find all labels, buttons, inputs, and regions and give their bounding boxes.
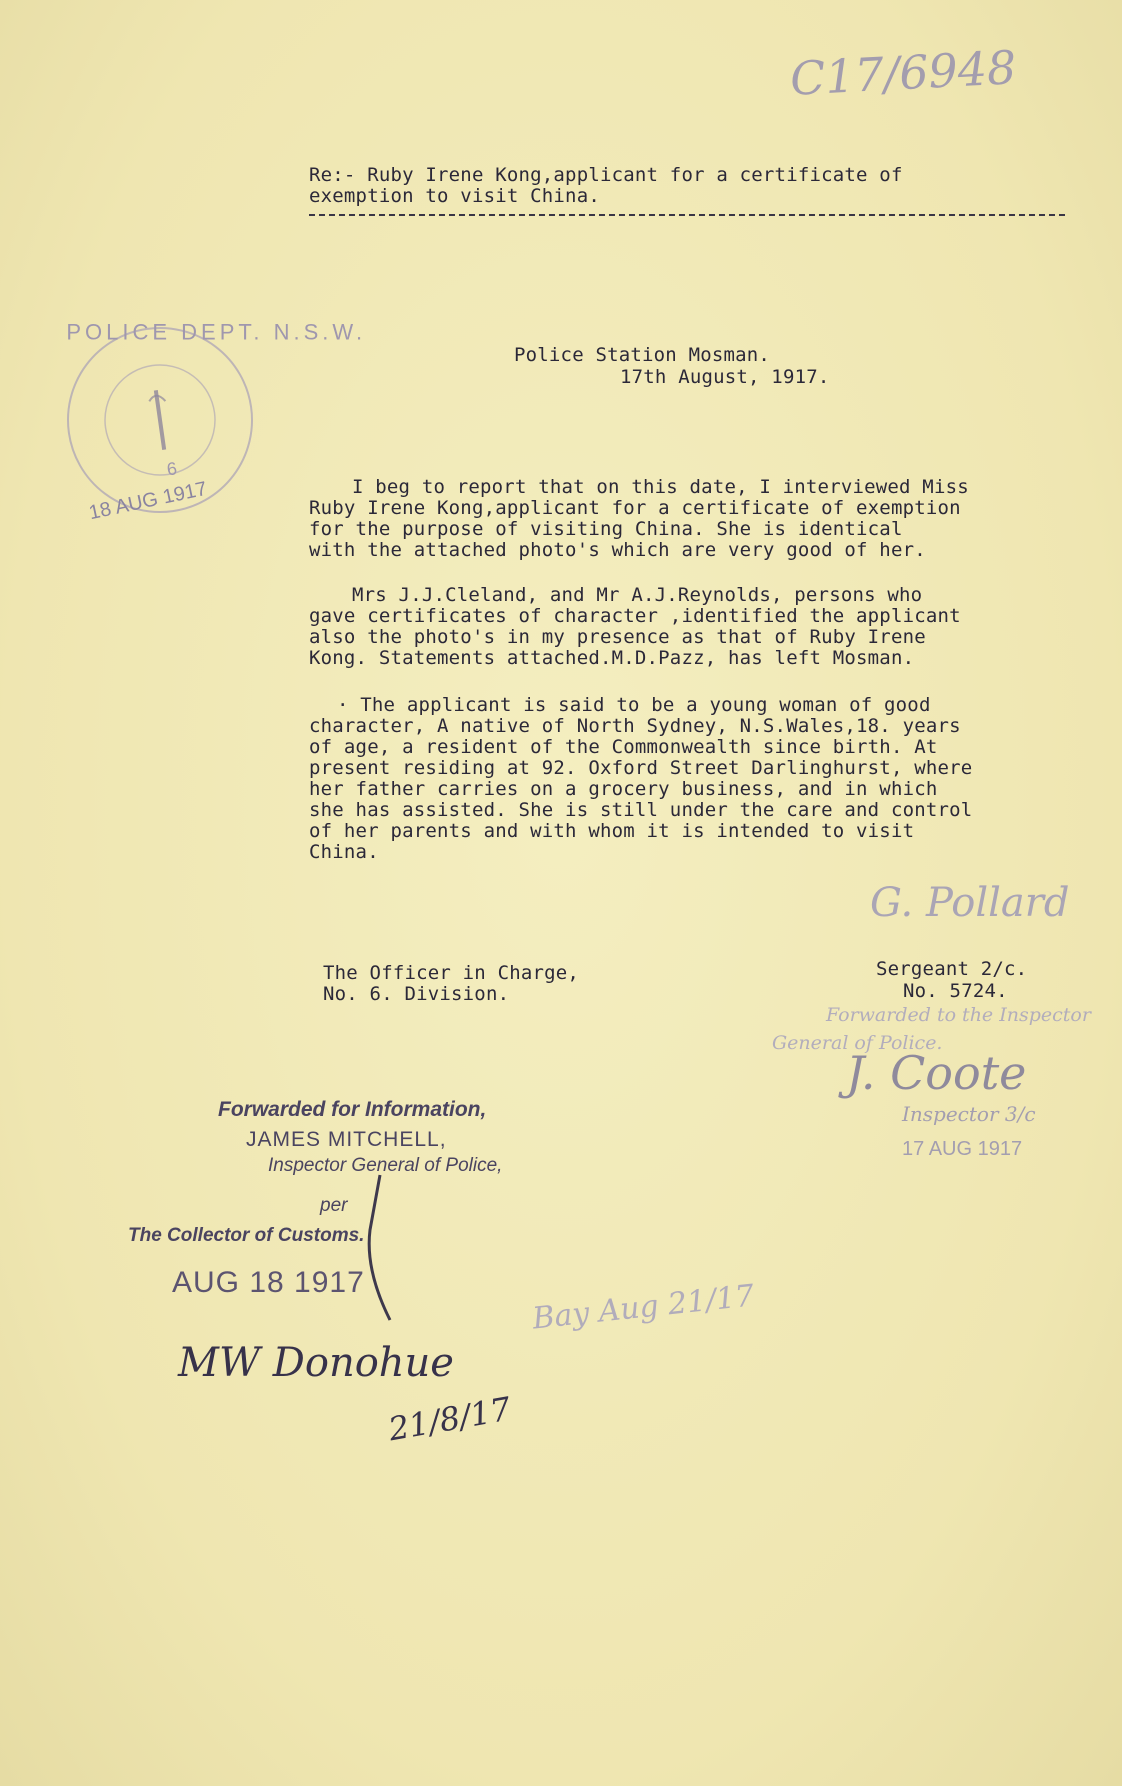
body-p3-line: her father carries on a grocery business, and in which — [309, 778, 938, 800]
body-p2-line: Mrs J.J.Cleland, and Mr A.J.Reynolds, persons who — [352, 584, 923, 606]
subject-divider — [309, 214, 1065, 216]
forward-stamp-line-5: The Collector of Customs. — [128, 1225, 365, 1246]
body-p3-line: China. — [309, 841, 379, 863]
body-p1-line: with the attached photo's which are very good of her. — [309, 539, 926, 561]
sergeant-rank: Sergeant 2/c. — [876, 958, 1028, 980]
addressee-line-1: The Officer in Charge, — [323, 962, 580, 984]
file-number: C17/6948 — [788, 40, 1018, 106]
forward-stamp-date: AUG 18 1917 — [172, 1266, 365, 1299]
forward-stamp-line-3: Inspector General of Police, — [268, 1155, 503, 1176]
police-stamp-date: 18 AUG 1917 — [86, 477, 209, 525]
forward-stamp-line-4: per — [320, 1195, 348, 1216]
sergeant-signature: G. Pollard — [870, 880, 1070, 926]
sergeant-number: No. 5724. — [903, 980, 1008, 1002]
police-stamp-number: 6 — [165, 458, 179, 480]
body-p1-line: Ruby Irene Kong,applicant for a certificate of exemption — [309, 497, 961, 519]
inspector-stamp-line-1: Forwarded to the Inspector — [826, 1004, 1091, 1026]
body-p2-line: Kong. Statements attached.M.D.Pazz, has left Mosman. — [309, 647, 915, 669]
body-p1-line: for the purpose of visiting China. She is identical — [309, 518, 903, 540]
body-p3-line: she has assisted. She is still under the care and control — [309, 799, 973, 821]
subject-line-1: Re:- Ruby Irene Kong,applicant for a certificate of — [309, 164, 903, 186]
body-p2-line: gave certificates of character ,identified the applicant — [309, 605, 961, 627]
body-p2-line: also the photo's in my presence as that of Ruby Irene — [309, 626, 926, 648]
station-name: Police Station Mosman. — [514, 344, 771, 366]
annotation-donohue: MW Donohue — [178, 1340, 454, 1386]
pencil-bracket-icon — [350, 1170, 410, 1330]
body-p3-line: of her parents and with whom it is intended to visit — [309, 820, 915, 842]
inspector-title: Inspector 3/c — [902, 1102, 1036, 1126]
body-p3-line: character, A native of North Sydney, N.S.Wales,18. years — [309, 715, 961, 737]
inspector-signature: J. Coote — [846, 1046, 1027, 1100]
body-p3-line: of age, a resident of the Commonwealth since birth. At — [309, 736, 938, 758]
subject-line-2: exemption to visit China. — [309, 185, 600, 207]
body-p3-line: present residing at 92. Oxford Street Darlinghurst, where — [309, 757, 973, 779]
body-p1-line: I beg to report that on this date, I interviewed Miss — [352, 476, 969, 498]
station-date: 17th August, 1917. — [620, 366, 830, 388]
body-p3-line: · The applicant is said to be a young woman of good — [337, 694, 931, 716]
inspector-stamp-line-2: General of Police. — [772, 1032, 943, 1054]
annotation-bay: Bay Aug 21/17 — [530, 1278, 756, 1337]
forward-stamp-line-1: Forwarded for Information, — [218, 1098, 487, 1121]
annotation-initial-date: 21/8/17 — [385, 1389, 514, 1449]
inspector-stamp-date: 17 AUG 1917 — [902, 1138, 1023, 1160]
police-stamp-top-text: POLICE DEPT. N.S.W. — [66, 319, 367, 345]
addressee-line-2: No. 6. Division. — [323, 983, 510, 1005]
forward-stamp-line-2: JAMES MITCHELL, — [246, 1128, 447, 1151]
